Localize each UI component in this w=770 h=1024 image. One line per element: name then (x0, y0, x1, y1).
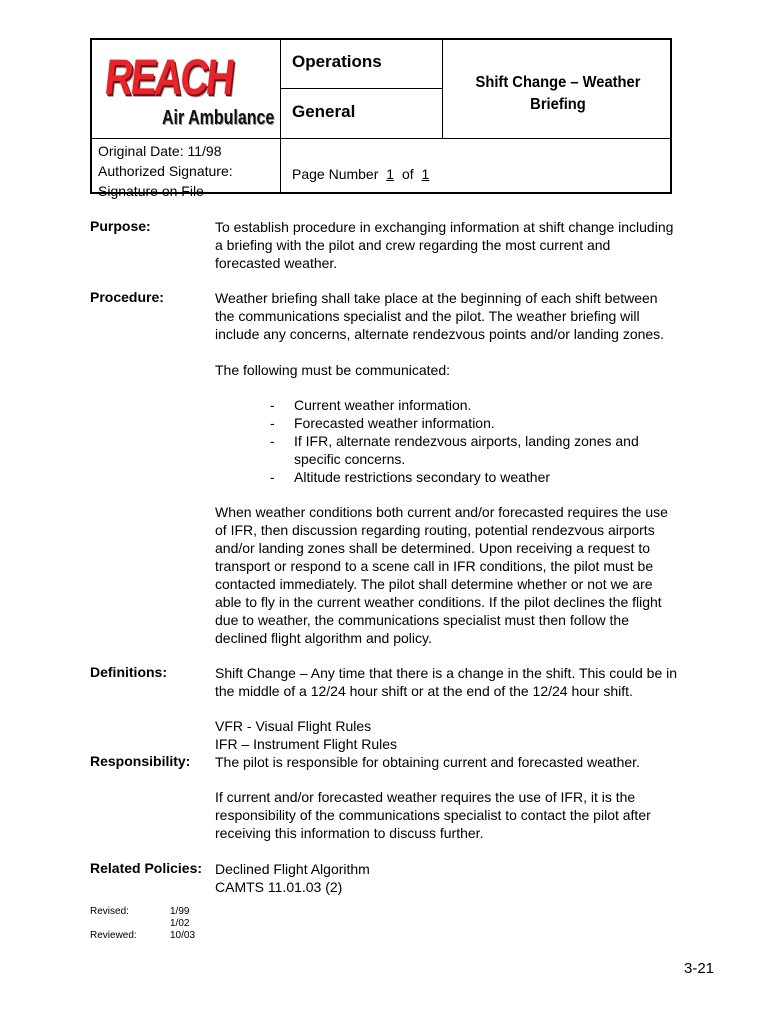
document-title (453, 72, 663, 116)
text-line: Weather briefing shall take place at the beginning of each shift between (215, 290, 658, 306)
procedure-paragraph (215, 503, 725, 647)
logo-main-text: REACH (102, 49, 236, 105)
related-policies-label: Related Policies: (90, 860, 203, 876)
page-number: 3-21 (684, 960, 715, 977)
text-line: the communications specialist and the pilot. The weather briefing will (215, 308, 640, 324)
procedure-label: Procedure: (90, 289, 164, 305)
title-line: Shift Change – Weather (475, 74, 641, 91)
text-line: transport or respond to a scene call in IFR conditions, the pilot must be (215, 558, 654, 574)
page-number-field (292, 166, 433, 182)
revised-date: 1/99 (170, 906, 190, 917)
text-line: If current and/or forecasted weather requires the use of IFR, it is the (215, 789, 636, 805)
related-policy-2: CAMTS 11.01.03 (2) (215, 879, 343, 895)
text-line: When weather conditions both current and/or forecasted requires the use (215, 504, 668, 520)
logo-sub-text: Air Ambulance (162, 107, 275, 129)
definitions-vfr: VFR - Visual Flight Rules (215, 718, 372, 734)
header-divider (442, 40, 443, 138)
list-item: - If IFR, alternate rendezvous airports, landing zones and (270, 433, 639, 449)
reach-logo (100, 50, 280, 142)
procedure-text (215, 289, 725, 343)
text-line: of IFR, then discussion regarding routing, potential rendezvous airports (215, 522, 655, 538)
title-line: Briefing (530, 96, 586, 113)
page-total: 1 (421, 166, 430, 182)
communication-list (270, 396, 710, 486)
text-line: the middle of a 12/24 hour shift or at the end of the 12/24 hour shift. (215, 683, 633, 699)
responsibility-line: The pilot is responsible for obtaining current and forecasted weather. (215, 754, 640, 770)
list-item-continuation: specific concerns. (294, 451, 406, 467)
page-of: of (401, 166, 414, 182)
signature-on-file: Signature on File (98, 183, 204, 199)
original-date: Original Date: 11/98 (98, 143, 222, 159)
text-line: and/or landing zones shall be determined. Upon receiving a request to (215, 540, 651, 556)
header-table (90, 38, 672, 199)
text-line: responsibility of the communications specialist to contact the pilot after (215, 807, 651, 823)
text-line: contacted immediately. The pilot shall determine whether or not we are (215, 576, 653, 592)
definitions-label: Definitions: (90, 664, 167, 680)
responsibility-label: Responsibility: (90, 753, 191, 769)
definitions-text (215, 664, 725, 700)
text-line: declined flight algorithm and policy. (215, 630, 432, 646)
revised-date: 1/02 (170, 918, 190, 929)
purpose-text (215, 218, 725, 272)
list-item: - Forecasted weather information. (270, 415, 495, 431)
reviewed-date: 10/03 (170, 930, 196, 941)
related-policy-1: Declined Flight Algorithm (215, 861, 370, 877)
revised-label: Revised: (90, 906, 129, 917)
procedure-following: The following must be communicated: (215, 362, 450, 378)
list-item: - Altitude restrictions secondary to weather (270, 469, 551, 485)
header-general: General (292, 102, 356, 121)
text-line: Shift Change – Any time that there is a change in the shift. This could be in (215, 665, 678, 681)
page-current: 1 (386, 166, 395, 182)
header-divider (280, 88, 442, 89)
text-line: a briefing with the pilot and crew regarding the most current and (215, 237, 611, 253)
responsibility-text (215, 788, 725, 842)
page-label: Page Number (292, 166, 379, 182)
text-line: forecasted weather. (215, 255, 338, 271)
purpose-label: Purpose: (90, 218, 151, 234)
header-operations: Operations (292, 52, 382, 71)
list-item: - Current weather information. (270, 397, 472, 413)
text-line: include any concerns, alternate rendezvous points and/or landing zones. (215, 326, 665, 342)
text-line: receiving this information to discuss further. (215, 825, 484, 841)
text-line: able to fly in the current weather conditions. If the pilot declines the flight (215, 594, 662, 610)
header-meta (98, 141, 233, 201)
definitions-ifr: IFR – Instrument Flight Rules (215, 736, 398, 752)
reviewed-label: Reviewed: (90, 930, 137, 941)
text-line: To establish procedure in exchanging information at shift change including (215, 219, 674, 235)
authorized-signature: Authorized Signature: (98, 163, 233, 179)
header-divider (280, 40, 281, 192)
text-line: due to weather, the communications specialist must then follow the (215, 612, 629, 628)
